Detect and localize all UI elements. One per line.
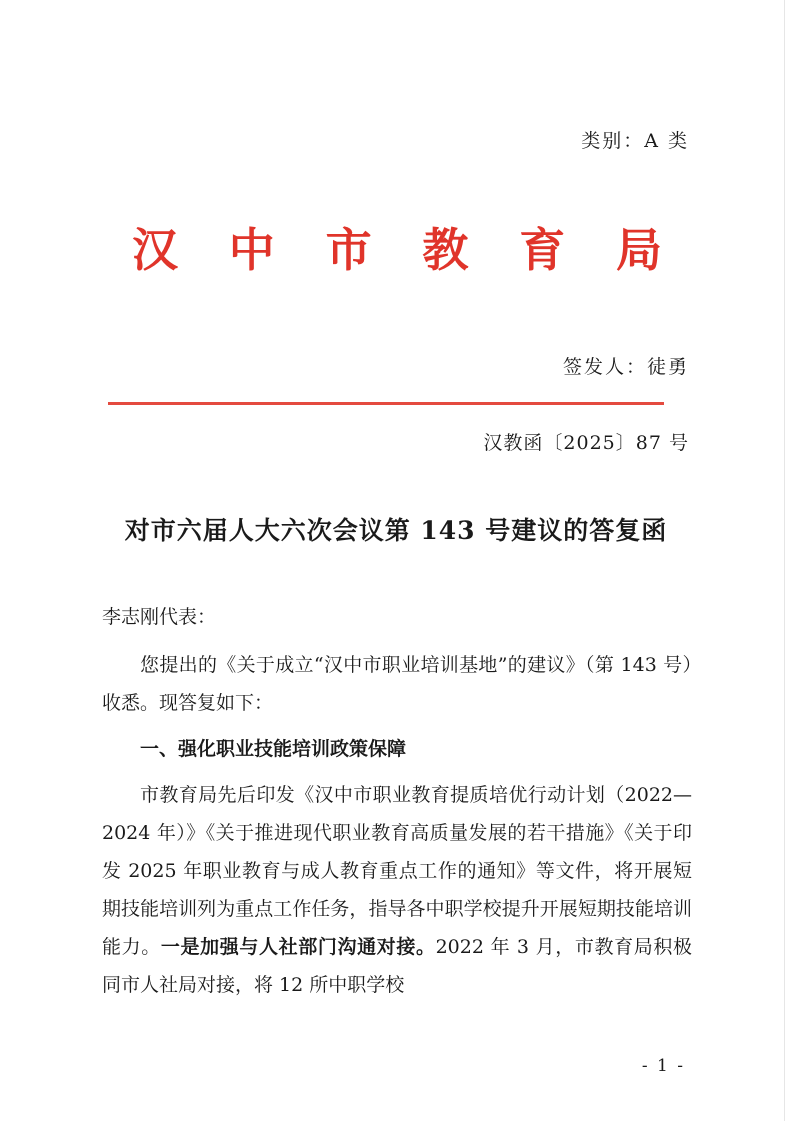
paragraph-1: 您提出的《关于成立“汉中市职业培训基地”的建议》（第 143 号）收悉。现答复如下： <box>102 654 692 714</box>
document-category: 类别：A 类 <box>581 130 689 152</box>
page-edge-line <box>784 0 785 1121</box>
salutation: 李志刚代表： <box>102 606 217 628</box>
agency-name-red-header <box>132 214 662 280</box>
paragraph-2-tail: 2022 年 3 月，市教育局积极同市人社局对接，将 12 所中职学校 <box>102 936 692 996</box>
paragraph-2-bold-point: 一是加强与人社部门沟通对接。 <box>160 936 436 958</box>
paragraph-2 <box>102 776 692 1004</box>
paragraph-2-text: 市教育局先后印发《汉中市职业教育提质培优行动计划（2022—2024 年）》《关于推进现代职业教育高质量发展的若干措施》《关于印发 2025 年职业教育与成人教育重点工作的通知》等文件，将开展短期技能培训列为重点工作任务，指导各中职学校提升开展短期技能培训能力。 <box>102 784 692 958</box>
agency-char: 汉 <box>132 223 178 277</box>
agency-char: 局 <box>615 223 662 277</box>
agency-char: 中 <box>228 223 275 277</box>
agency-char: 市 <box>325 223 372 277</box>
agency-char: 教 <box>422 223 469 277</box>
document-number: 汉教函〔2025〕87 号 <box>483 432 689 454</box>
page-number: - 1 - <box>641 1056 685 1076</box>
issuer-line: 签发人：徒勇 <box>562 356 689 378</box>
agency-char: 育 <box>519 223 566 277</box>
red-divider-line <box>108 402 664 405</box>
document-body <box>102 598 692 1004</box>
section-heading-1: 一、强化职业技能培训政策保障 <box>140 738 407 760</box>
document-title: 对市六届人大六次会议第 143 号建议的答复函 <box>124 516 668 545</box>
